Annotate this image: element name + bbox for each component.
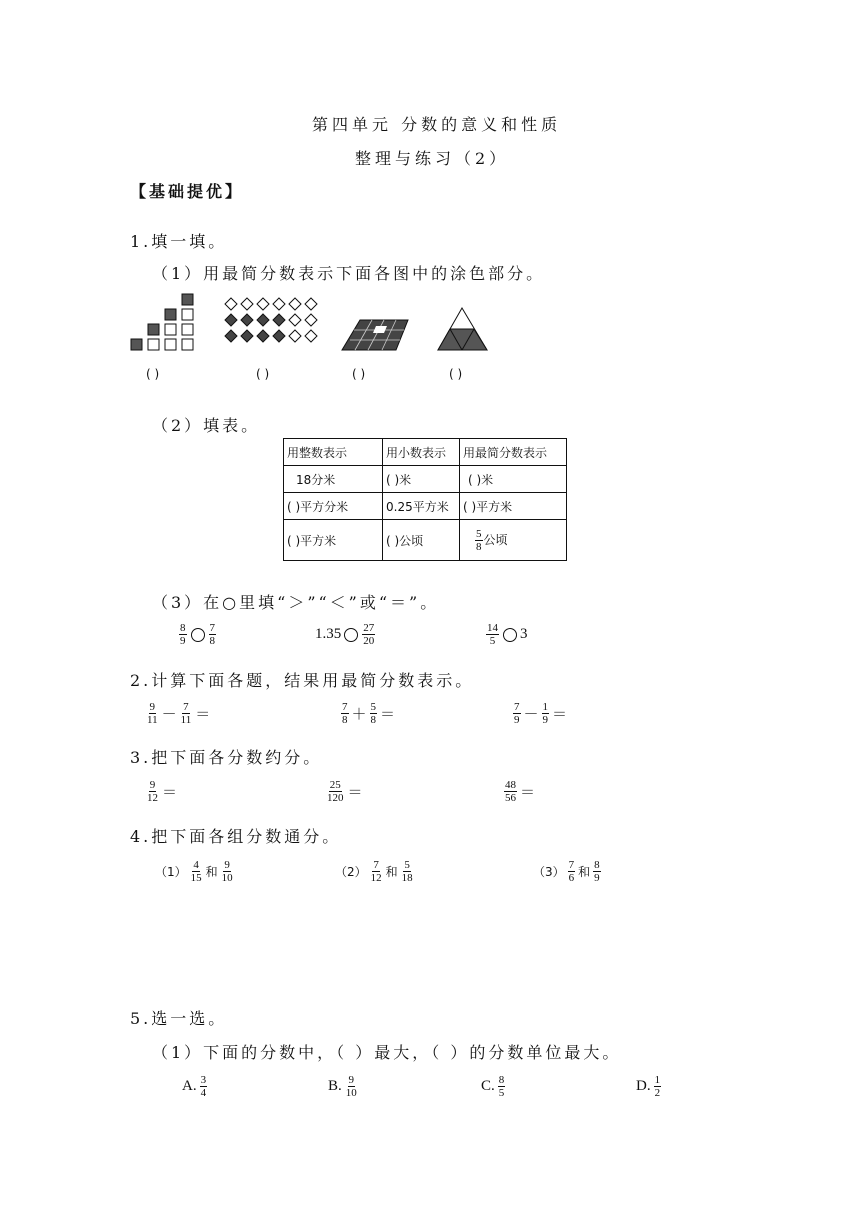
reduce-expr-3: $\frac{48}{56}$ ＝ xyxy=(505,779,536,804)
q5-part1-label: （1）下面的分数中，（ ）最大，（ ）的分数单位最大。 xyxy=(152,1043,622,1062)
answer-blank-1[interactable]: ( ) xyxy=(146,367,160,381)
table-cell-blank[interactable]: ( )平方米 xyxy=(460,493,567,520)
common-denominator-3: （3） $\frac{7}{6}$ 和 $\frac{8}{9}$ xyxy=(533,859,600,884)
compare-circle[interactable] xyxy=(503,628,517,642)
table-cell: 18分米 xyxy=(284,466,383,493)
table-cell-blank[interactable]: ( )米 xyxy=(383,466,460,493)
common-denominator-1: （1） $\frac{4}{15}$ 和 $\frac{9}{10}$ xyxy=(155,859,233,884)
reduce-expr-1: $\frac{9}{12}$ ＝ xyxy=(147,779,178,804)
parallelogram-figure xyxy=(342,320,408,350)
common-denominator-2: （2） $\frac{7}{12}$ 和 $\frac{5}{18}$ xyxy=(335,859,413,884)
answer-blank-2[interactable]: ( ) xyxy=(256,367,270,381)
q1-part1-label: （1）用最简分数表示下面各图中的涂色部分。 xyxy=(152,264,546,283)
compare-circle[interactable] xyxy=(191,628,205,642)
table-row xyxy=(284,520,567,561)
answer-blank-3[interactable]: ( ) xyxy=(352,367,366,381)
page-title: 第四单元 分数的意义和性质 xyxy=(312,115,562,134)
table-header: 用小数表示 xyxy=(383,439,460,466)
compare-expr-3: $\frac{14}{5}$ 3 xyxy=(487,622,528,647)
option-d[interactable]: D. $\frac{1}{2}$ xyxy=(636,1074,661,1099)
diamond-figure xyxy=(225,298,317,342)
table-row xyxy=(284,466,567,493)
q4-heading: 4.把下面各组分数通分。 xyxy=(130,827,342,846)
table-header-row xyxy=(284,439,567,466)
q3-heading: 3.把下面各分数约分。 xyxy=(130,748,323,767)
page-subtitle: 整理与练习（2） xyxy=(355,149,510,168)
q1-part2-label: （2）填表。 xyxy=(152,416,261,435)
table-cell-blank[interactable]: ( )米 xyxy=(460,466,567,493)
reduce-expr-2: $\frac{25}{120}$ ＝ xyxy=(327,779,363,804)
section-heading: 【基础提优】 xyxy=(130,182,245,201)
compare-circle[interactable] xyxy=(344,628,358,642)
q2-heading: 2.计算下面各题，结果用最简分数表示。 xyxy=(130,671,475,690)
calc-expr-3: $\frac{7}{9}$ － $\frac{1}{9}$ ＝ xyxy=(514,701,568,726)
q1-part3-label: （3）在○里填“＞”“＜”或“＝”。 xyxy=(152,593,440,612)
calc-expr-1: $\frac{9}{11}$ － $\frac{7}{11}$ ＝ xyxy=(147,701,211,726)
answer-blank-4[interactable]: ( ) xyxy=(449,367,463,381)
triangle-figure xyxy=(438,308,487,350)
option-b[interactable]: B. $\frac{9}{10}$ xyxy=(328,1074,357,1099)
compare-expr-2: 1.35 $\frac{27}{20}$ xyxy=(315,622,375,647)
fraction: $\frac{5}{8}$ xyxy=(476,527,482,553)
table-header: 用整数表示 xyxy=(284,439,383,466)
table-row xyxy=(284,493,567,520)
staircase-figure xyxy=(131,294,193,350)
shaded-figures xyxy=(128,290,508,354)
calc-expr-2: $\frac{7}{8}$ ＋ $\frac{5}{8}$ ＝ xyxy=(342,701,396,726)
table-cell-blank[interactable]: ( )平方米 xyxy=(284,520,383,561)
option-c[interactable]: C. $\frac{8}{5}$ xyxy=(481,1074,505,1099)
table-cell-fraction: $\frac{5}{8}$ 公顷 xyxy=(460,520,567,561)
compare-expr-1: $\frac{8}{9}$ $\frac{7}{8}$ xyxy=(180,622,215,647)
table-cell: 0.25平方米 xyxy=(383,493,460,520)
conversion-table xyxy=(283,438,567,561)
table-cell-blank[interactable]: ( )平方分米 xyxy=(284,493,383,520)
option-a[interactable]: A. $\frac{3}{4}$ xyxy=(182,1074,207,1099)
table-cell-blank[interactable]: ( )公顷 xyxy=(383,520,460,561)
q5-heading: 5.选一选。 xyxy=(130,1009,228,1028)
q1-heading: 1.填一填。 xyxy=(130,232,228,251)
table-header: 用最简分数表示 xyxy=(460,439,567,466)
